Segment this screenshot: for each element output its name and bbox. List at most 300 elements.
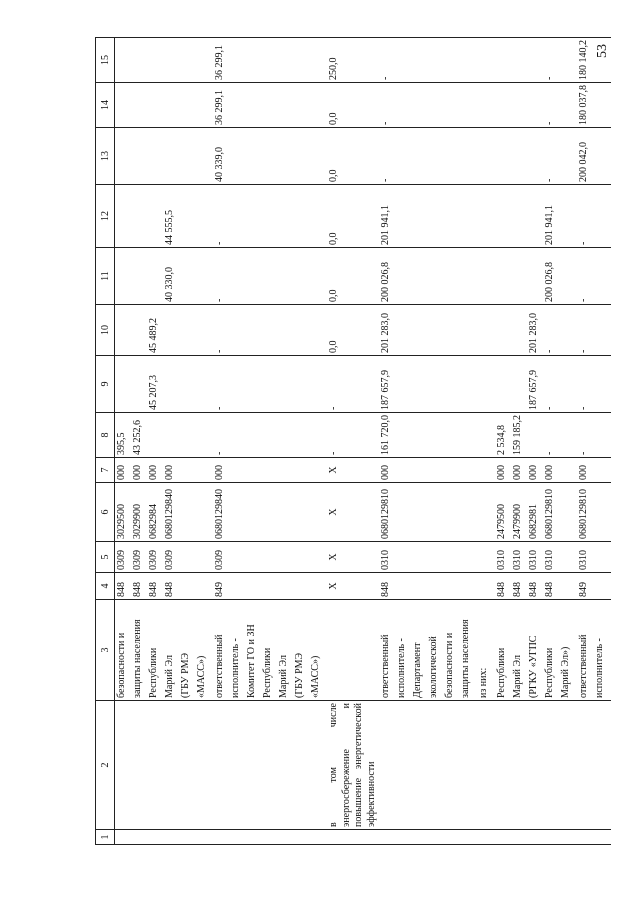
cell-line xyxy=(512,250,528,302)
cell-line xyxy=(132,40,148,80)
table-cell-c8 xyxy=(577,413,611,458)
header-col-13: 13 xyxy=(96,128,115,185)
table-cell-c2 xyxy=(115,701,214,830)
cell-line xyxy=(496,307,512,353)
cell-line xyxy=(148,250,164,302)
table-cell-c7 xyxy=(115,458,214,483)
cell-line xyxy=(164,307,180,353)
cell-line: исполнитель - xyxy=(396,638,407,698)
cell-line xyxy=(148,415,164,455)
cell-line: Департамент xyxy=(412,642,423,698)
cell-value: X xyxy=(328,508,339,516)
cell-line: 0309 xyxy=(132,550,143,570)
table-body xyxy=(115,38,612,845)
cell-line: 848 xyxy=(164,582,175,597)
table-cell-c8 xyxy=(115,413,214,458)
cell-value xyxy=(478,250,494,302)
cell-value xyxy=(380,832,396,842)
cell-line: безопасности и xyxy=(444,632,455,698)
cell-line xyxy=(512,130,528,182)
cell-line xyxy=(132,130,148,182)
cell-line: 000 xyxy=(512,465,523,480)
table-cell-c11 xyxy=(327,248,379,305)
cell-line: 848 xyxy=(116,582,127,597)
table-cell-c12 xyxy=(495,185,577,248)
table-cell-c2 xyxy=(327,701,379,830)
header-col-8: 8 xyxy=(96,413,115,458)
header-row xyxy=(96,38,115,845)
cell-value: - xyxy=(214,406,225,410)
table-cell-c3 xyxy=(477,600,495,701)
cell-line: 000 xyxy=(164,465,175,480)
cell-value: в том числе энергосбережение и повышение энергетической эффективности xyxy=(328,703,377,827)
cell-line: 0680129840 xyxy=(164,489,175,539)
table-cell-c15 xyxy=(495,38,577,83)
cell-line xyxy=(116,250,132,302)
table-cell-c13 xyxy=(477,128,495,185)
cell-value: - xyxy=(578,406,589,410)
table-cell-c13 xyxy=(495,128,577,185)
cell-line: 848 xyxy=(148,582,159,597)
table-cell-c2 xyxy=(477,701,495,830)
table-row xyxy=(477,38,495,845)
cell-value: - xyxy=(214,451,225,455)
table-row xyxy=(495,38,577,845)
table-cell-c3 xyxy=(495,600,577,701)
cell-value: 0310 xyxy=(380,550,391,570)
header-col-5: 5 xyxy=(96,542,115,573)
table-row xyxy=(327,38,379,845)
table-cell-c11 xyxy=(379,248,477,305)
table-cell-c11 xyxy=(577,248,611,305)
table-cell-c13 xyxy=(213,128,327,185)
table-cell-c13 xyxy=(577,128,611,185)
cell-line xyxy=(496,250,512,302)
table-cell-c5 xyxy=(379,542,477,573)
cell-value: 36 299,1 xyxy=(214,45,225,80)
cell-line: Республики xyxy=(262,647,273,698)
cell-line: 0682981 xyxy=(528,504,539,539)
header-col-2: 2 xyxy=(96,701,115,830)
cell-line xyxy=(116,85,132,125)
cell-line: ответственный xyxy=(214,634,225,698)
table-cell-c3 xyxy=(213,600,327,701)
cell-value: - xyxy=(214,349,225,353)
table-cell-c1 xyxy=(327,830,379,845)
cell-line xyxy=(512,85,528,125)
cell-line: Республики xyxy=(544,647,555,698)
cell-value: 848 xyxy=(380,582,391,597)
table-cell-c1 xyxy=(115,830,214,845)
cell-line xyxy=(528,250,544,302)
cell-line: защиты населения xyxy=(132,619,143,698)
cell-line xyxy=(132,358,148,410)
cell-value: 0680129810 xyxy=(578,489,589,539)
cell-line xyxy=(116,187,132,245)
table-cell-c7 xyxy=(379,458,477,483)
cell-value: 201 283,0 xyxy=(380,313,391,353)
cell-line: ответственный xyxy=(380,634,391,698)
cell-line xyxy=(512,187,528,245)
cell-value: 250,0 xyxy=(328,57,339,80)
table-cell-c8 xyxy=(379,413,477,458)
table-cell-c13 xyxy=(327,128,379,185)
cell-line xyxy=(116,40,132,80)
table-cell-c1 xyxy=(495,830,577,845)
header-col-7: 7 xyxy=(96,458,115,483)
table-cell-c2 xyxy=(495,701,577,830)
cell-line: - xyxy=(544,121,555,125)
header-col-14: 14 xyxy=(96,83,115,128)
cell-line: 187 657,9 xyxy=(528,370,539,410)
table-cell-c13 xyxy=(379,128,477,185)
cell-line xyxy=(512,358,528,410)
cell-line: 44 555,5 xyxy=(164,210,175,245)
cell-line: 000 xyxy=(132,465,143,480)
cell-value xyxy=(478,307,494,353)
cell-line: 3029900 xyxy=(132,504,143,539)
cell-value xyxy=(478,358,494,410)
cell-line xyxy=(164,130,180,182)
cell-value: - xyxy=(328,406,339,410)
cell-value: 849 xyxy=(214,582,225,597)
header-col-6: 6 xyxy=(96,483,115,542)
cell-value: 000 xyxy=(578,465,589,480)
cell-value: - xyxy=(578,349,589,353)
table-cell-c14 xyxy=(115,83,214,128)
table-cell-c9 xyxy=(213,356,327,413)
cell-line: 848 xyxy=(528,582,539,597)
table-cell-c3 xyxy=(577,600,611,701)
table-cell-c4 xyxy=(115,573,214,600)
cell-value xyxy=(478,832,494,842)
header-col-10: 10 xyxy=(96,305,115,356)
table-cell-c7 xyxy=(327,458,379,483)
cell-value: - xyxy=(578,451,589,455)
cell-value: - xyxy=(380,76,391,80)
cell-line: 201 941,1 xyxy=(544,205,555,245)
table-cell-c4 xyxy=(477,573,495,600)
rotated-table-container xyxy=(95,40,605,845)
table-cell-c2 xyxy=(577,701,611,830)
cell-value xyxy=(478,485,494,539)
table-cell-c6 xyxy=(379,483,477,542)
cell-line: 2 534,8 xyxy=(496,425,507,455)
table-cell-c14 xyxy=(213,83,327,128)
cell-line: (ГБУ РМЭ xyxy=(294,652,305,698)
cell-line xyxy=(528,85,544,125)
cell-value: 36 299,1 xyxy=(214,90,225,125)
cell-line: исполнитель - xyxy=(230,638,241,698)
table-cell-c14 xyxy=(327,83,379,128)
cell-line xyxy=(132,85,148,125)
cell-value: 0,0 xyxy=(328,169,339,182)
cell-line xyxy=(496,358,512,410)
cell-line xyxy=(528,40,544,80)
table-cell-c12 xyxy=(577,185,611,248)
cell-value xyxy=(478,130,494,182)
table-cell-c6 xyxy=(577,483,611,542)
table-cell-c12 xyxy=(213,185,327,248)
cell-line xyxy=(164,40,180,80)
cell-line xyxy=(148,85,164,125)
cell-line xyxy=(528,130,544,182)
cell-line: 848 xyxy=(496,582,507,597)
cell-line: - xyxy=(544,406,555,410)
cell-line: «МАСС») xyxy=(196,655,207,698)
table-cell-c4 xyxy=(327,573,379,600)
cell-value: X xyxy=(328,466,339,474)
table-cell-c8 xyxy=(213,413,327,458)
cell-line: 0680129810 xyxy=(544,489,555,539)
table-cell-c3 xyxy=(379,600,477,701)
cell-line: 3029500 xyxy=(116,504,127,539)
cell-value: - xyxy=(214,241,225,245)
table-cell-c9 xyxy=(115,356,214,413)
table-cell-c6 xyxy=(477,483,495,542)
table-cell-c9 xyxy=(327,356,379,413)
cell-line: 000 xyxy=(528,465,539,480)
table-cell-c8 xyxy=(477,413,495,458)
table-cell-c15 xyxy=(115,38,214,83)
table-cell-c8 xyxy=(495,413,577,458)
cell-value: - xyxy=(214,298,225,302)
table-cell-c4 xyxy=(213,573,327,600)
table-cell-c5 xyxy=(115,542,214,573)
cell-line xyxy=(512,40,528,80)
table-cell-c6 xyxy=(495,483,577,542)
cell-value: 180 037,8 xyxy=(578,85,589,125)
table-cell-c11 xyxy=(213,248,327,305)
cell-line: 848 xyxy=(512,582,523,597)
cell-value xyxy=(478,544,494,570)
cell-line: 848 xyxy=(544,582,555,597)
table-cell-c5 xyxy=(495,542,577,573)
table-cell-c1 xyxy=(477,830,495,845)
cell-line: Марий Эл xyxy=(278,655,289,698)
cell-value: 0309 xyxy=(214,550,225,570)
header-col-15: 15 xyxy=(96,38,115,83)
cell-value: X xyxy=(328,553,339,561)
cell-value xyxy=(496,832,512,842)
cell-value xyxy=(478,85,494,125)
cell-value: - xyxy=(328,451,339,455)
cell-line: из них: xyxy=(478,667,489,698)
cell-value xyxy=(328,832,344,842)
table-row xyxy=(213,38,327,845)
table-row xyxy=(379,38,477,845)
table-cell-c2 xyxy=(213,701,327,830)
table-cell-c10 xyxy=(115,305,214,356)
table-cell-c3 xyxy=(115,600,214,701)
cell-line: 201 283,0 xyxy=(528,313,539,353)
table-cell-c10 xyxy=(495,305,577,356)
table-cell-c15 xyxy=(577,38,611,83)
table-cell-c14 xyxy=(477,83,495,128)
table-cell-c15 xyxy=(327,38,379,83)
cell-value: 187 657,9 xyxy=(380,370,391,410)
cell-line xyxy=(116,130,132,182)
cell-line: 45 489,2 xyxy=(148,318,159,353)
cell-value xyxy=(478,575,494,597)
table-cell-c12 xyxy=(477,185,495,248)
cell-line: - xyxy=(544,178,555,182)
table-cell-c1 xyxy=(379,830,477,845)
cell-line: Республики xyxy=(496,647,507,698)
cell-line: 0309 xyxy=(116,550,127,570)
cell-value: 200 042,0 xyxy=(578,142,589,182)
table-cell-c10 xyxy=(379,305,477,356)
table-cell-c5 xyxy=(477,542,495,573)
header-col-4: 4 xyxy=(96,573,115,600)
cell-line: 45 207,3 xyxy=(148,375,159,410)
cell-line: 2479500 xyxy=(496,504,507,539)
cell-line: Республики xyxy=(148,647,159,698)
table-cell-c10 xyxy=(327,305,379,356)
cell-line xyxy=(512,307,528,353)
cell-value: 200 026,8 xyxy=(380,262,391,302)
table-cell-c15 xyxy=(477,38,495,83)
table-cell-c5 xyxy=(327,542,379,573)
cell-line: 0310 xyxy=(544,550,555,570)
cell-value: 0,0 xyxy=(328,340,339,353)
cell-line xyxy=(164,358,180,410)
table-cell-c10 xyxy=(213,305,327,356)
table-cell-c2 xyxy=(379,701,477,830)
cell-line xyxy=(116,307,132,353)
table-cell-c5 xyxy=(577,542,611,573)
table-cell-c15 xyxy=(379,38,477,83)
header-col-1: 1 xyxy=(96,830,115,845)
cell-value: - xyxy=(380,121,391,125)
table-cell-c12 xyxy=(379,185,477,248)
cell-line xyxy=(164,415,180,455)
cell-line xyxy=(496,85,512,125)
cell-value xyxy=(578,832,594,842)
cell-line: - xyxy=(544,76,555,80)
table-row xyxy=(115,38,214,845)
table-cell-c7 xyxy=(495,458,577,483)
cell-line: защиты населения xyxy=(460,619,471,698)
table-cell-c9 xyxy=(477,356,495,413)
table-cell-c9 xyxy=(495,356,577,413)
cell-line: экологической xyxy=(428,636,439,698)
cell-line: (РГКУ «УГПС xyxy=(528,635,539,698)
table-cell-c6 xyxy=(327,483,379,542)
table-cell-c4 xyxy=(379,573,477,600)
cell-line xyxy=(496,187,512,245)
cell-value: 161 720,0 xyxy=(380,415,391,455)
cell-line: - xyxy=(544,451,555,455)
cell-line xyxy=(164,85,180,125)
cell-line: 000 xyxy=(148,465,159,480)
table-cell-c11 xyxy=(495,248,577,305)
table-cell-c9 xyxy=(379,356,477,413)
cell-line xyxy=(116,358,132,410)
cell-value: X xyxy=(328,582,339,590)
table-cell-c14 xyxy=(379,83,477,128)
cell-line: Марий Эл») xyxy=(560,646,571,698)
cell-line: ответственный xyxy=(578,634,589,698)
table-cell-c12 xyxy=(327,185,379,248)
cell-line: 000 xyxy=(544,465,555,480)
table-cell-c9 xyxy=(577,356,611,413)
cell-line: 848 xyxy=(132,582,143,597)
cell-line: исполнитель - xyxy=(594,638,605,698)
cell-line: (ГБУ РМЭ xyxy=(180,652,191,698)
cell-line: 0310 xyxy=(512,550,523,570)
budget-table xyxy=(95,37,611,845)
table-cell-c1 xyxy=(577,830,611,845)
cell-line xyxy=(528,415,544,455)
cell-line: 43 252,6 xyxy=(132,420,143,455)
table-cell-c4 xyxy=(495,573,577,600)
cell-value: - xyxy=(578,298,589,302)
cell-line: Марий Эл xyxy=(164,655,175,698)
table-cell-c12 xyxy=(115,185,214,248)
header-col-9: 9 xyxy=(96,356,115,413)
table-cell-c5 xyxy=(213,542,327,573)
cell-value: 0680129810 xyxy=(380,489,391,539)
table-cell-c10 xyxy=(477,305,495,356)
cell-value xyxy=(478,187,494,245)
cell-value: 000 xyxy=(214,465,225,480)
table-cell-c4 xyxy=(577,573,611,600)
table-cell-c7 xyxy=(577,458,611,483)
table-cell-c6 xyxy=(213,483,327,542)
cell-line: 200 026,8 xyxy=(544,262,555,302)
table-cell-c13 xyxy=(115,128,214,185)
cell-line xyxy=(528,187,544,245)
cell-line: 395,5 xyxy=(116,432,127,455)
header-col-11: 11 xyxy=(96,248,115,305)
cell-value xyxy=(478,460,494,480)
cell-line: - xyxy=(544,349,555,353)
cell-value: 180 140,2 xyxy=(578,40,589,80)
table-cell-c10 xyxy=(577,305,611,356)
cell-line: Комитет ГО и ЗН xyxy=(246,624,257,698)
header-col-12: 12 xyxy=(96,185,115,248)
table-cell-c7 xyxy=(477,458,495,483)
cell-line: 159 185,2 xyxy=(512,415,523,455)
cell-line: 0310 xyxy=(528,550,539,570)
cell-value xyxy=(116,832,132,842)
cell-line: 0682984 xyxy=(148,504,159,539)
cell-value: 849 xyxy=(578,582,589,597)
cell-line xyxy=(148,187,164,245)
cell-line: 0309 xyxy=(148,550,159,570)
table-cell-c11 xyxy=(477,248,495,305)
cell-value xyxy=(214,832,230,842)
cell-line xyxy=(148,40,164,80)
cell-value: 0680129840 xyxy=(214,489,225,539)
cell-line xyxy=(132,250,148,302)
table-row xyxy=(577,38,611,845)
cell-line: 2479900 xyxy=(512,504,523,539)
cell-value: 0,0 xyxy=(328,112,339,125)
table-cell-c11 xyxy=(115,248,214,305)
cell-line xyxy=(132,307,148,353)
cell-line: «МАСС») xyxy=(310,655,321,698)
header-col-3: 3 xyxy=(96,600,115,701)
table-cell-c7 xyxy=(213,458,327,483)
table-cell-c6 xyxy=(115,483,214,542)
cell-line xyxy=(496,130,512,182)
cell-value: 000 xyxy=(380,465,391,480)
cell-line: 0310 xyxy=(496,550,507,570)
table-cell-c15 xyxy=(213,38,327,83)
cell-line: 000 xyxy=(116,465,127,480)
